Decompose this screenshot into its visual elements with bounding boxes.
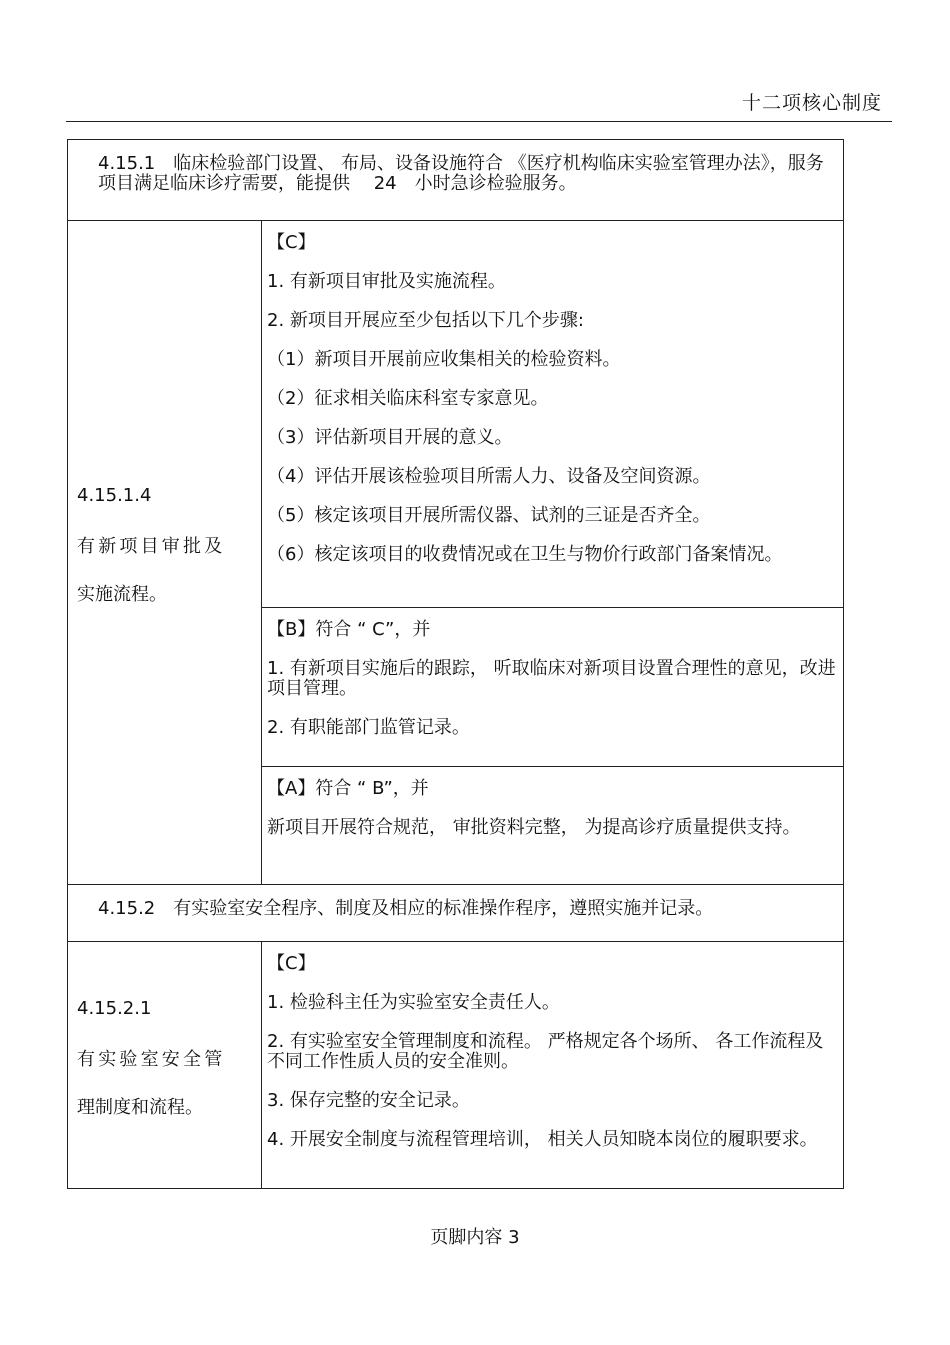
level-c-label: 【C】 [267, 953, 316, 974]
section-row-4-15-1 [68, 140, 844, 221]
section-cell-4-15-2 [68, 885, 844, 942]
level-b-label: 【B】符合 “ C”，并 [267, 619, 431, 640]
item-label-cell-4-15-1-4 [68, 221, 262, 885]
section-text: 4.15.2 有实验室安全程序、制度及相应的标准操作程序，遵照实施并记录。 [98, 898, 714, 919]
list-item: 2. 新项目开展应至少包括以下几个步骤: [267, 310, 584, 331]
list-item: （2）征求相关临床科室专家意见。 [267, 388, 549, 409]
level-a-label: 【A】符合 “ B”，并 [267, 778, 429, 799]
header-title: 十二项核心制度 [741, 92, 882, 114]
standards-table [67, 139, 844, 1189]
list-item: 3. 保存完整的安全记录。 [267, 1090, 470, 1111]
section-cell-4-15-1 [68, 140, 844, 221]
list-item: 2. 有实验室安全管理制度和流程。 严格规定各个场所、 各工作流程及不同工作性质人员的安全准则。 [267, 1031, 824, 1072]
list-item: 4. 开展安全制度与流程管理培训， 相关人员知晓本岗位的履职要求。 [267, 1129, 818, 1150]
level-c-cell-2 [262, 942, 844, 1189]
item-row-4-15-2-1 [68, 942, 844, 1189]
item-code: 4.15.2.1 [77, 997, 152, 1019]
header-divider [66, 121, 892, 122]
level-c-cell [262, 221, 844, 608]
item-code: 4.15.1.4 [77, 485, 152, 506]
item-description: 有实验室安全管 理制度和流程。 [77, 1048, 226, 1118]
list-item: （6）核定该项目的收费情况或在卫生与物价行政部门备案情况。 [267, 544, 783, 565]
list-item: 2. 有职能部门监管记录。 [267, 717, 470, 738]
list-item: （3）评估新项目开展的意义。 [267, 427, 513, 448]
section-row-4-15-2 [68, 885, 844, 942]
item-row-c [68, 221, 844, 608]
list-item: （1）新项目开展前应收集相关的检验资料。 [267, 349, 621, 370]
level-c-label: 【C】 [267, 232, 316, 253]
item-label-cell-4-15-2-1 [68, 942, 262, 1189]
level-a-cell [262, 767, 844, 885]
item-description: 有新项目审批及 实施流程。 [77, 536, 226, 605]
list-item: （5）核定该项目开展所需仪器、试剂的三证是否齐全。 [267, 505, 711, 526]
page-footer: 页脚内容 3 [430, 1227, 520, 1248]
list-item: （4）评估开展该检验项目所需人力、设备及空间资源。 [267, 466, 711, 487]
list-item: 1. 检验科主任为实验室安全责任人。 [267, 992, 560, 1013]
list-item: 1. 有新项目实施后的跟踪， 听取临床对新项目设置合理性的意见，改进项目管理。 [267, 658, 836, 699]
section-text: 4.15.1 临床检验部门设置、 布局、设备设施符合 《医疗机构临床实验室管理办法》，服务项目满足临床诊疗需要，能提供 24 小时急诊检验服务。 [98, 153, 824, 194]
list-item: 1. 有新项目审批及实施流程。 [267, 271, 506, 292]
list-item: 新项目开展符合规范， 审批资料完整， 为提高诊疗质量提供支持。 [267, 817, 801, 838]
level-b-cell [262, 608, 844, 767]
